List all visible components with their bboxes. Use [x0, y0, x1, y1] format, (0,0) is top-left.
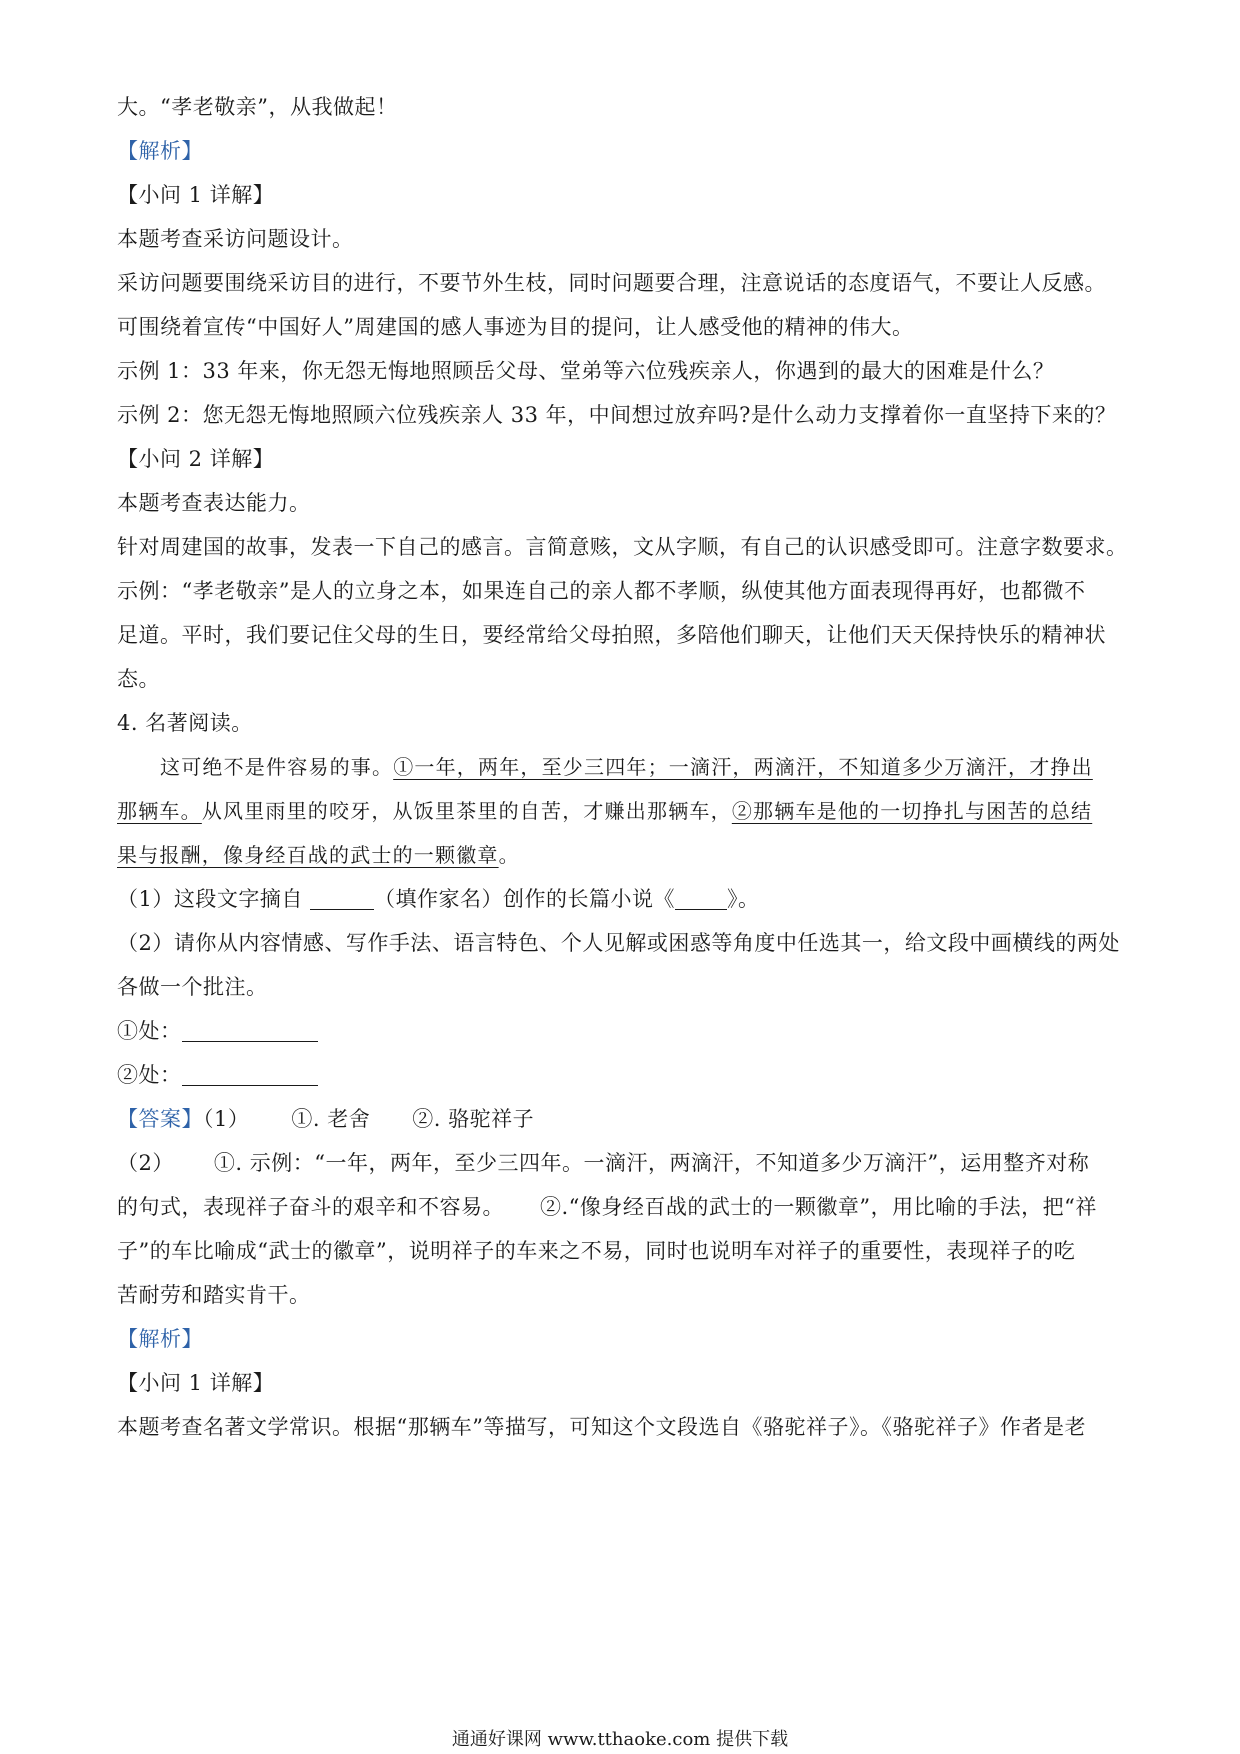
text-line: 可围绕着宣传“中国好人”周建国的感人事迹为目的提问，让人感受他的精神的伟大。: [117, 315, 914, 339]
question-title: 4. 名著阅读。: [117, 711, 253, 735]
answer-blank[interactable]: [310, 887, 374, 910]
answer-item: ②.“像身经百战的武士的一颗徽章”，用比喻的手法，把“祥: [540, 1195, 1097, 1219]
annotation-label: ②处：: [117, 1063, 182, 1087]
annotation-label: ①处：: [117, 1019, 182, 1043]
answer-number: （1）: [203, 1107, 250, 1131]
answer-blank[interactable]: [675, 887, 727, 910]
example-line: 示例 1：33 年来，你无怨无悔地照顾岳父母、堂弟等六位残疾亲人，你遇到的最大的困难是什么？: [117, 359, 1055, 383]
analysis-heading: 【解析】: [117, 139, 203, 163]
example-line: 示例：“孝老敬亲”是人的立身之本，如果连自己的亲人都不孝顺，纵使其他方面表现得再好，也都微不: [117, 579, 1086, 603]
question-text: （填作家名）创作的长篇小说《: [374, 887, 676, 911]
answer-line: [117, 1148, 1137, 1178]
underlined-excerpt-1: ①一年，两年，至少三四年；一滴汗，两滴汗，不知道多少万滴汗，才挣出: [393, 755, 1093, 779]
analysis-heading: 【解析】: [117, 1327, 203, 1351]
question-text: 》。: [727, 887, 760, 911]
excerpt-text: 从风里雨里的咬牙，从饭里茶里的自苦，才赚出那辆车，: [201, 799, 732, 823]
question-2: （2）请你从内容情感、写作手法、语言特色、个人见解或困惑等角度中任选其一，给文段中画横线的两处: [117, 931, 1120, 955]
example-line: 示例 2：您无怨无悔地照顾六位残疾亲人 33 年，中间想过放弃吗?是什么动力支撑着你一直坚持下来的？: [117, 403, 1117, 427]
text-line: 本题考查名著文学常识。根据“那辆车”等描写，可知这个文段选自《骆驼祥子》。《骆驼祥子》作者是老: [117, 1415, 1086, 1439]
answer-item: ①. 老舍: [291, 1107, 371, 1131]
excerpt-line: [117, 796, 1137, 826]
question-2-cont: 各做一个批注。: [117, 975, 268, 999]
text-line: 大。“孝老敬亲”，从我做起！: [117, 95, 398, 119]
subquestion-heading: 【小问 2 详解】: [117, 447, 275, 471]
underlined-excerpt-2: 果与报酬，像身经百战的武士的一颗徽章: [117, 843, 499, 867]
underlined-excerpt-1: 那辆车。: [117, 799, 202, 823]
text-line: 足道。平时，我们要记住父母的生日，要经常给父母拍照，多陪他们聊天，让他们天天保持快乐的精神状: [117, 623, 1106, 647]
subquestion-heading: 【小问 1 详解】: [117, 1371, 275, 1395]
question-text: （1）这段文字摘自: [117, 887, 311, 911]
answer-line: [117, 1104, 1137, 1134]
answer-number: （2）: [117, 1151, 174, 1175]
annotation-1: [117, 1016, 1137, 1046]
answer-text: 的句式，表现祥子奋斗的艰辛和不容易。: [117, 1195, 504, 1219]
answer-item: ①. 示例：“一年，两年，至少三四年。一滴汗，两滴汗，不知道多少万滴汗”，运用整齐对称: [213, 1151, 1090, 1175]
excerpt-line: [160, 752, 1180, 782]
excerpt-line: [117, 840, 1137, 870]
excerpt-text: 这可绝不是件容易的事。: [160, 755, 394, 779]
answer-line: [117, 1192, 1137, 1222]
answer-item: ②. 骆驼祥子: [412, 1107, 535, 1131]
annotation-blank[interactable]: [182, 1019, 318, 1042]
text-line: 采访问题要围绕采访目的进行，不要节外生枝，同时问题要合理，注意说话的态度语气，不要让人反感。: [117, 271, 1106, 295]
answer-line: 子”的车比喻成“武士的徽章”，说明祥子的车来之不易，同时也说明车对祥子的重要性，表现祥子的吃: [117, 1239, 1076, 1263]
answer-heading: 【答案】: [117, 1107, 203, 1131]
page-footer: 通通好课网 www.tthaoke.com 提供下载: [451, 1729, 789, 1750]
text-line: 针对周建国的故事，发表一下自己的感言。言简意赅，文从字顺，有自己的认识感受即可。注意字数要求。: [117, 535, 1128, 559]
annotation-blank[interactable]: [182, 1063, 318, 1086]
subquestion-heading: 【小问 1 详解】: [117, 183, 275, 207]
text-line: 本题考查采访问题设计。: [117, 227, 354, 251]
answer-line: 苦耐劳和踏实肯干。: [117, 1283, 311, 1307]
excerpt-text: 。: [498, 843, 520, 867]
text-line: 本题考查表达能力。: [117, 491, 311, 515]
annotation-2: [117, 1060, 1137, 1090]
text-line: 态。: [117, 667, 160, 691]
underlined-excerpt-2: ②那辆车是他的一切挣扎与困苦的总结: [731, 799, 1093, 823]
question-1: [117, 884, 1137, 914]
